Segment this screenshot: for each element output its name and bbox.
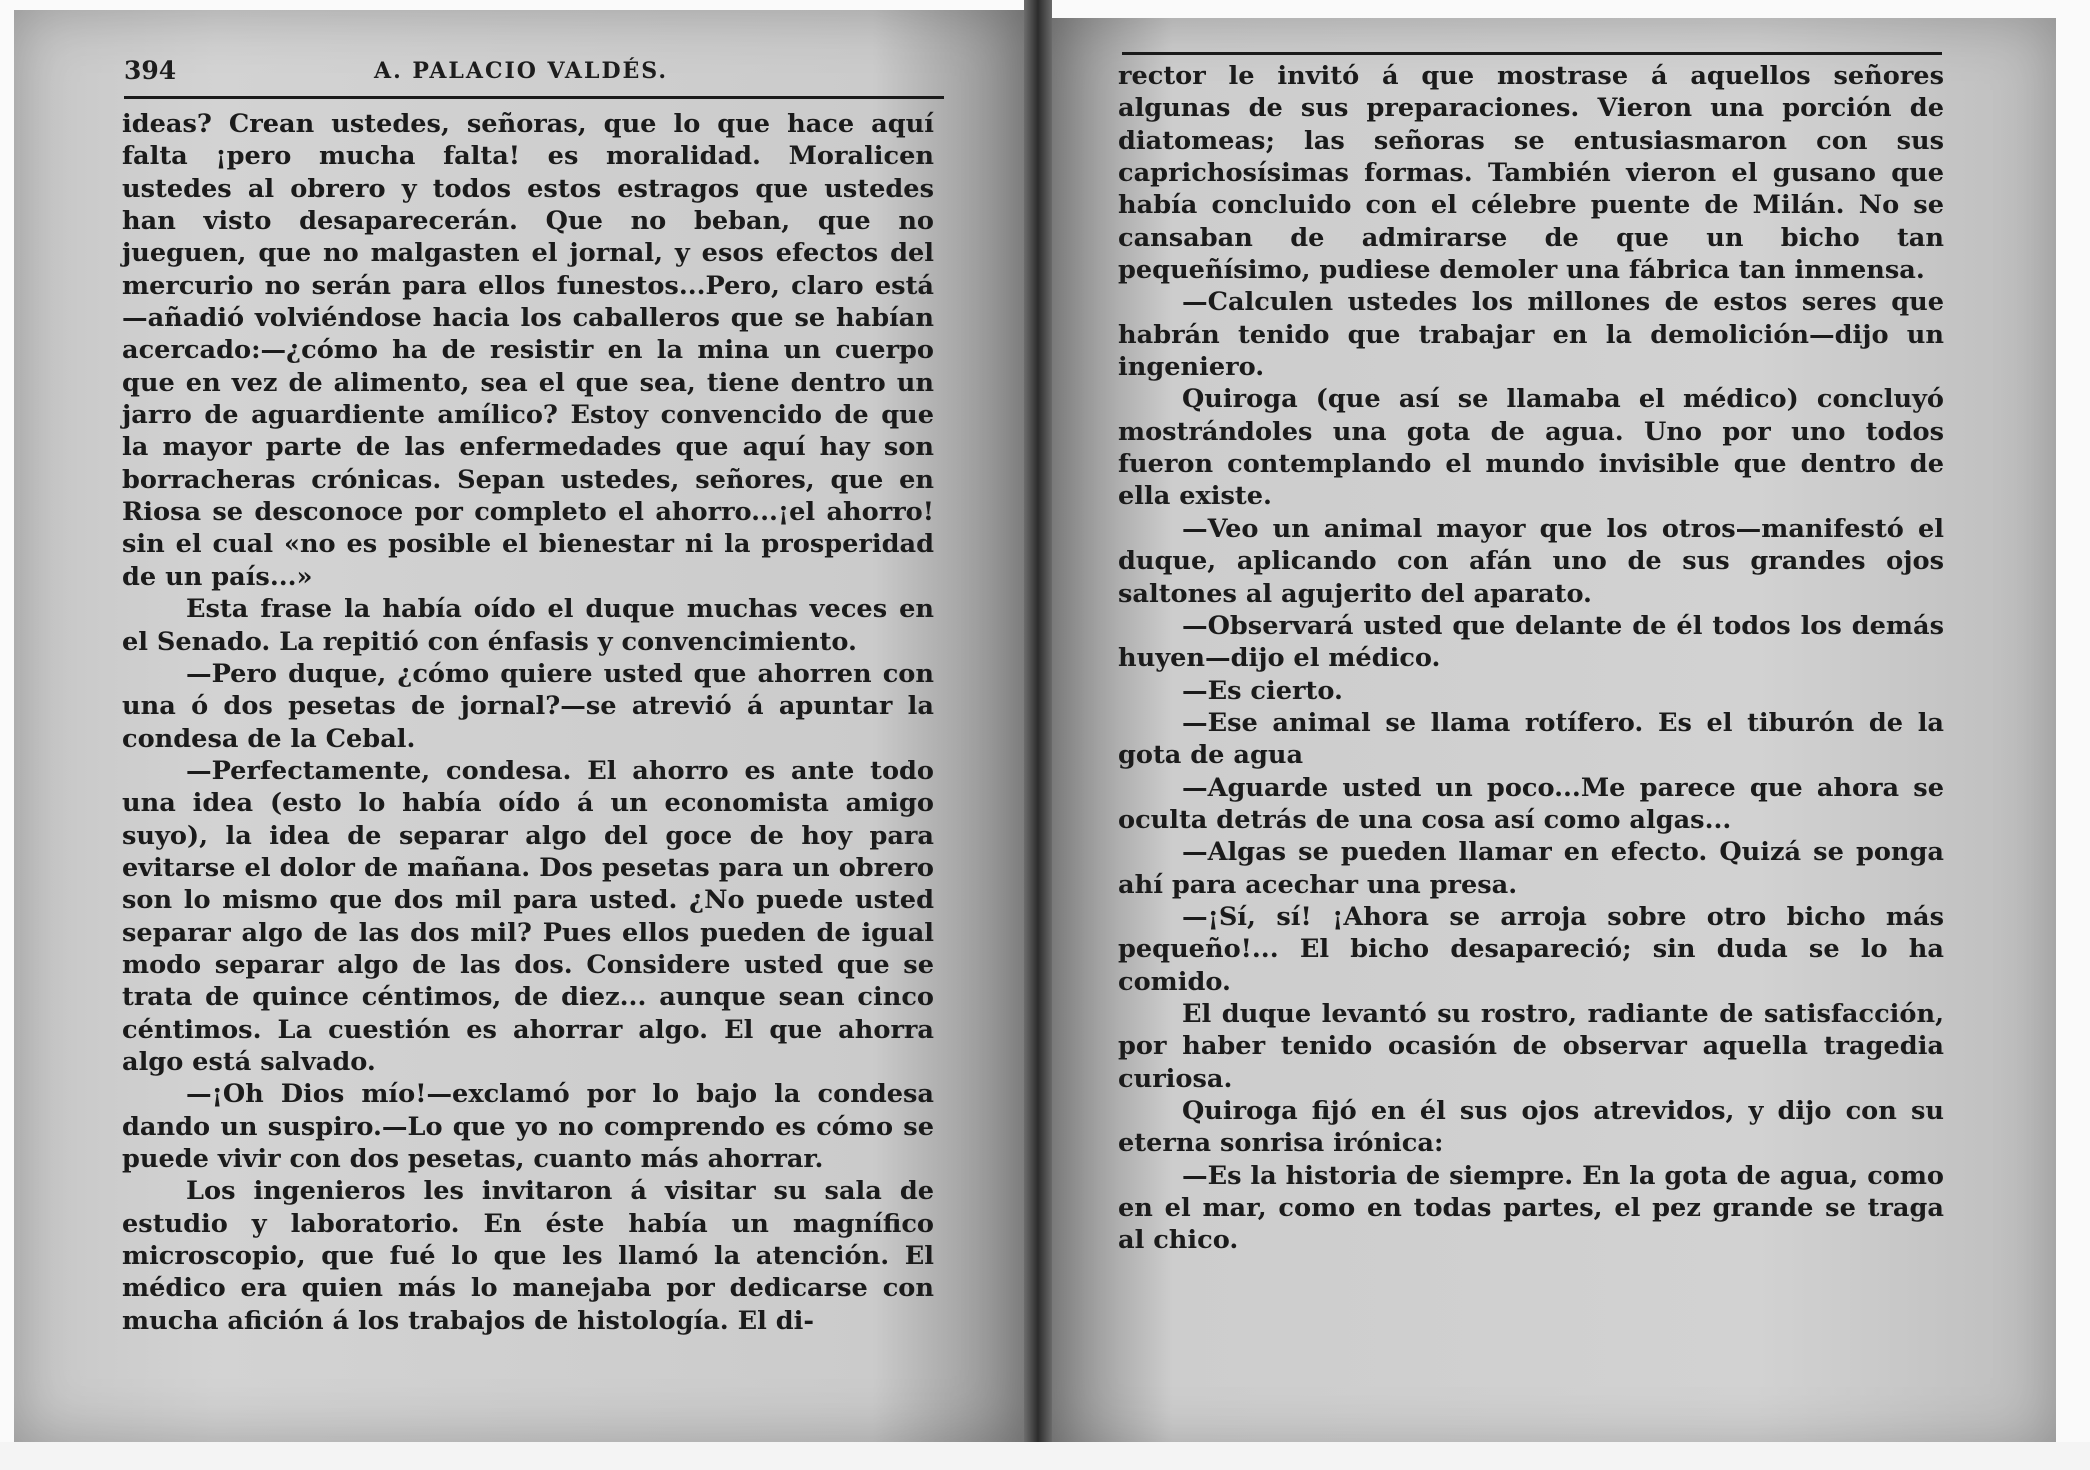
running-head-author: A. PALACIO VALDÉS. bbox=[374, 58, 669, 84]
paragraph: —Veo un animal mayor que los otros—manifestó el duque, aplicando con afán uno de sus grandes ojos saltones al agujerito del aparato. bbox=[1118, 513, 1944, 609]
paragraph: —Algas se pueden llamar en efecto. Quizá se ponga ahí para acechar una presa. bbox=[1118, 837, 1944, 900]
paragraph: —Calculen ustedes los millones de estos seres que habrán tenido que trabajar en la demolición—dijo un ingeniero. bbox=[1118, 287, 1944, 383]
left-page-body bbox=[122, 108, 934, 1337]
paragraph: —Aguarde usted un poco...Me parece que ahora se oculta detrás de una cosa así como algas... bbox=[1118, 772, 1944, 835]
paragraph: —Observará usted que delante de él todos los demás huyen—dijo el médico. bbox=[1118, 610, 1944, 674]
running-header bbox=[124, 56, 944, 99]
paragraph: —Es cierto. bbox=[1182, 675, 1343, 706]
right-page bbox=[1052, 18, 2056, 1450]
paragraph: Esta frase la había oído el duque muchas veces en el Senado. La repitió con énfasis y convencimiento. bbox=[122, 594, 934, 657]
paragraph: —¡Oh Dios mío!—exclamó por lo bajo la condesa dando un suspiro.—Lo que yo no comprendo es cómo se puede vivir con dos pesetas, cuanto más ahorrar. bbox=[122, 1079, 934, 1174]
paragraph: —¡Sí, sí! ¡Ahora se arroja sobre otro bicho más pequeño!... El bicho desapareció; sin duda se lo ha comido. bbox=[1118, 901, 1944, 997]
paragraph: ideas? Crean ustedes, señoras, que lo que hace aquí falta ¡pero mucha falta! es moralidad. Moralicen ustedes al obrero y todos estos estragos que ustedes han visto desaparecerán. Que no beban, que no jueguen, que no malgasten el jornal, y esos efectos del mercurio no serán para ellos funestos...Pero, claro está —añadió volviéndose hacia los caballeros que se habían acercado:—¿cómo ha de resistir en la mina un cuerpo que en vez de alimento, sea el que sea, tiene dentro un jarro de aguardiente amílico? Estoy convencido de que la mayor parte de las enfermedades que aquí hay son borracheras crónicas. Sepan ustedes, señores, que en Riosa se desconoce por completo el ahorro...¡el ahorro! sin el cual «no es posible el bienestar ni la prosperidad de un país...» bbox=[122, 109, 934, 592]
paragraph: —Pero duque, ¿cómo quiere usted que ahorren con una ó dos pesetas de jornal?—se atrevió á apuntar la condesa de la Cebal. bbox=[122, 658, 934, 754]
paragraph: El duque levantó su rostro, radiante de satisfacción, por haber tenido ocasión de observar aquella tragedia curiosa. bbox=[1118, 998, 1944, 1094]
paragraph: —Es la historia de siempre. En la gota de agua, como en el mar, como en todas partes, el pez grande se traga al chico. bbox=[1118, 1160, 1944, 1256]
right-page-body bbox=[1118, 60, 1944, 1257]
paragraph: —Ese animal se llama rotífero. Es el tiburón de la gota de agua bbox=[1118, 707, 1944, 771]
page-bottom-edge bbox=[0, 1442, 2090, 1470]
paragraph: —Perfectamente, condesa. El ahorro es ante todo una idea (esto lo había oído á un economista amigo suyo), la idea de separar algo del goce de hoy para evitarse el dolor de mañana. Dos pesetas para un obrero son lo mismo que dos mil para usted. ¿No puede usted separar algo de las dos mil? Pues ellos pueden de igual modo separar algo de las dos. Considere usted que se trata de quince céntimos, de diez... aunque sean cinco céntimos. La cuestión es ahorrar algo. El que ahorra algo está salvado. bbox=[122, 755, 934, 1077]
book-gutter bbox=[1024, 0, 1052, 1470]
left-page bbox=[14, 10, 1024, 1442]
running-header-right bbox=[1122, 32, 1942, 55]
paragraph: Quiroga fijó en él sus ojos atrevidos, y dijo con su eterna sonrisa irónica: bbox=[1118, 1096, 1944, 1159]
paragraph: rector le invitó á que mostrase á aquellos señores algunas de sus preparaciones. Vieron una porción de diatomeas; las señoras se entusiasmaron con sus caprichosísimas formas. También vieron el gusano que había concluido con el célebre puente de Milán. No se cansaban de admirarse de que un bicho tan pequeñísimo, pudiese demoler una fábrica tan inmensa. bbox=[1118, 61, 1944, 286]
paragraph: Los ingenieros les invitaron á visitar su sala de estudio y laboratorio. En éste había un magnífico microscopio, que fué lo que les llamó la atención. El médico era quien más lo manejaba por dedicarse con mucha afición á los trabajos de histología. El di- bbox=[122, 1176, 934, 1336]
page-number: 394 bbox=[124, 56, 177, 85]
paragraph: Quiroga (que así se llamaba el médico) concluyó mostrándoles una gota de agua. Uno por uno todos fueron contemplando el mundo invisible que dentro de ella existe. bbox=[1118, 384, 1944, 512]
